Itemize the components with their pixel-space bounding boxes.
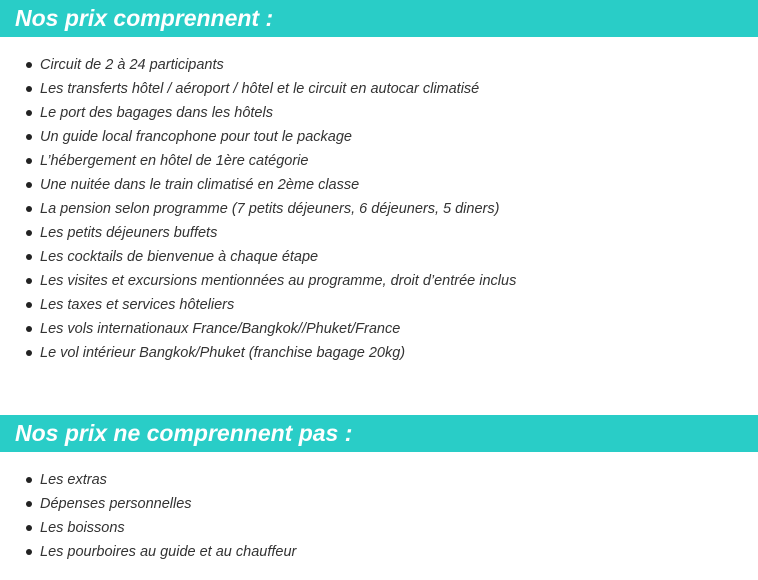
bullet-dot-icon [26, 182, 32, 188]
bullet-dot-icon [26, 206, 32, 212]
included-item-text: Une nuitée dans le train climatisé en 2ème classe [40, 177, 360, 193]
included-list-item [0, 317, 516, 341]
included-list-item [0, 245, 516, 269]
included-list-item [0, 125, 516, 149]
excluded-item-text: Dépenses personnelles [40, 496, 192, 512]
excluded-list-item [0, 540, 296, 564]
included-item-text: Le port des bagages dans les hôtels [40, 105, 273, 121]
included-list-item [0, 149, 516, 173]
included-item-text: La pension selon programme (7 petits déjeuners, 6 déjeuners, 5 diners) [40, 201, 500, 217]
bullet-dot-icon [26, 230, 32, 236]
included-list-item [0, 101, 516, 125]
included-list-item [0, 293, 516, 317]
bullet-dot-icon [26, 110, 32, 116]
bullet-dot-icon [26, 549, 32, 555]
bullet-dot-icon [26, 278, 32, 284]
included-item-text: Circuit de 2 à 24 participants [40, 57, 224, 73]
included-list-item [0, 173, 516, 197]
included-list-item [0, 77, 516, 101]
included-list-item [0, 269, 516, 293]
bullet-dot-icon [26, 525, 32, 531]
bullet-dot-icon [26, 254, 32, 260]
excluded-item-text: Les extras [40, 472, 107, 488]
bullet-dot-icon [26, 501, 32, 507]
bullet-dot-icon [26, 86, 32, 92]
included-list-item [0, 53, 516, 77]
included-item-text: Un guide local francophone pour tout le package [40, 129, 352, 145]
included-list [0, 53, 516, 365]
bullet-dot-icon [26, 158, 32, 164]
included-item-text: Les transferts hôtel / aéroport / hôtel et le circuit en autocar climatisé [40, 81, 480, 97]
excluded-section-title: Nos prix ne comprennent pas : [0, 415, 758, 452]
included-item-text: Les taxes et services hôteliers [40, 297, 235, 313]
bullet-dot-icon [26, 326, 32, 332]
bullet-dot-icon [26, 62, 32, 68]
bullet-dot-icon [26, 477, 32, 483]
included-list-item [0, 197, 516, 221]
excluded-list-item [0, 516, 296, 540]
bullet-dot-icon [26, 350, 32, 356]
bullet-dot-icon [26, 134, 32, 140]
included-list-item [0, 221, 516, 245]
bullet-dot-icon [26, 302, 32, 308]
included-item-text: Les cocktails de bienvenue à chaque étape [40, 249, 319, 265]
included-section-title: Nos prix comprennent : [0, 0, 758, 37]
included-list-item [0, 341, 516, 365]
excluded-item-text: Les pourboires au guide et au chauffeur [40, 544, 297, 560]
included-item-text: Les visites et excursions mentionnées au programme, droit d’entrée inclus [40, 273, 517, 289]
excluded-item-text: Les boissons [40, 520, 125, 536]
excluded-list-item [0, 468, 296, 492]
included-item-text: L’hébergement en hôtel de 1ère catégorie [40, 153, 309, 169]
included-item-text: Les petits déjeuners buffets [40, 225, 218, 241]
excluded-list-item [0, 492, 296, 516]
included-item-text: Le vol intérieur Bangkok/Phuket (franchise bagage 20kg) [40, 345, 406, 361]
included-item-text: Les vols internationaux France/Bangkok//Phuket/France [40, 321, 401, 337]
excluded-list [0, 468, 296, 564]
